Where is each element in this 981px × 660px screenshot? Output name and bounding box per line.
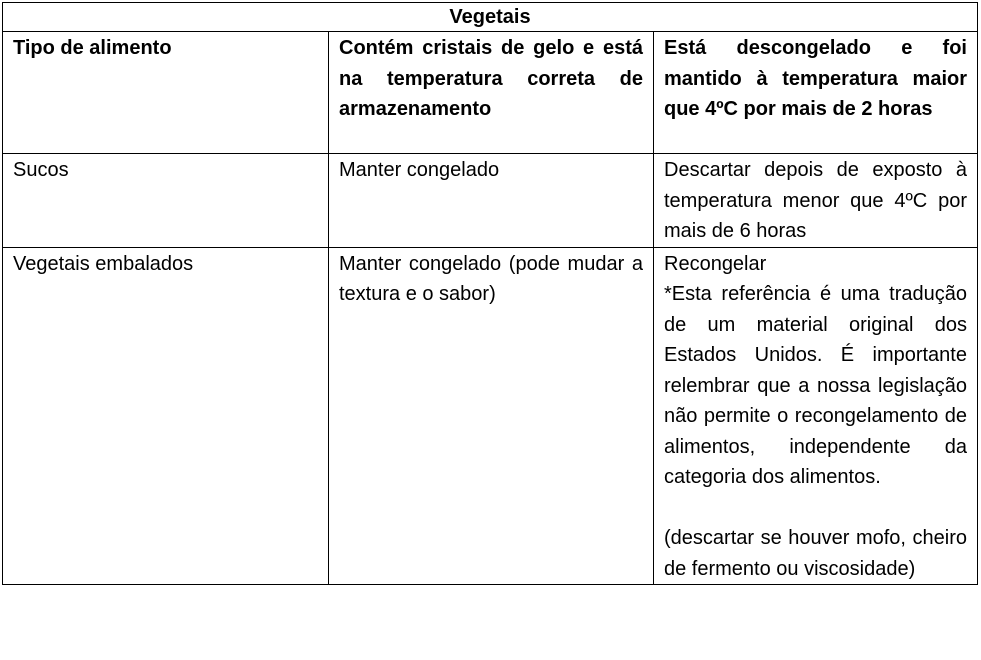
row-thawed-instruction: Descartar depois de exposto à temperatura menor que 4ºC por mais de 6 horas <box>654 154 978 248</box>
row-frozen-instruction: Manter congelado (pode mudar a textura e o sabor) <box>329 247 654 585</box>
paragraph-gap <box>664 493 967 524</box>
table-title: Vegetais <box>3 3 978 32</box>
row-frozen-instruction: Manter congelado <box>329 154 654 248</box>
row-food-name: Vegetais embalados <box>3 247 329 585</box>
header-thawed: Está descongelado e foi mantido à temperatura maior que 4ºC por mais de 2 horas <box>654 32 978 154</box>
translation-note: *Esta referência é uma tradução de um material original dos Estados Unidos. É importante relembrar que a nossa legislação não permite o recongelamento de alimentos, independente da categoria dos alimentos. <box>664 283 967 488</box>
table-row <box>3 154 978 248</box>
title-row <box>3 3 978 32</box>
header-row <box>3 32 978 154</box>
header-frozen: Contém cristais de gelo e está na temperatura correta de armazenamento <box>329 32 654 154</box>
discard-note: (descartar se houver mofo, cheiro de fermento ou viscosidade) <box>664 527 967 580</box>
row-thawed-instruction <box>654 247 978 585</box>
row-food-name: Sucos <box>3 154 329 248</box>
table-row <box>3 247 978 585</box>
header-food-type: Tipo de alimento <box>3 32 329 154</box>
vegetais-table <box>2 2 978 585</box>
thawed-action: Recongelar <box>664 252 767 275</box>
